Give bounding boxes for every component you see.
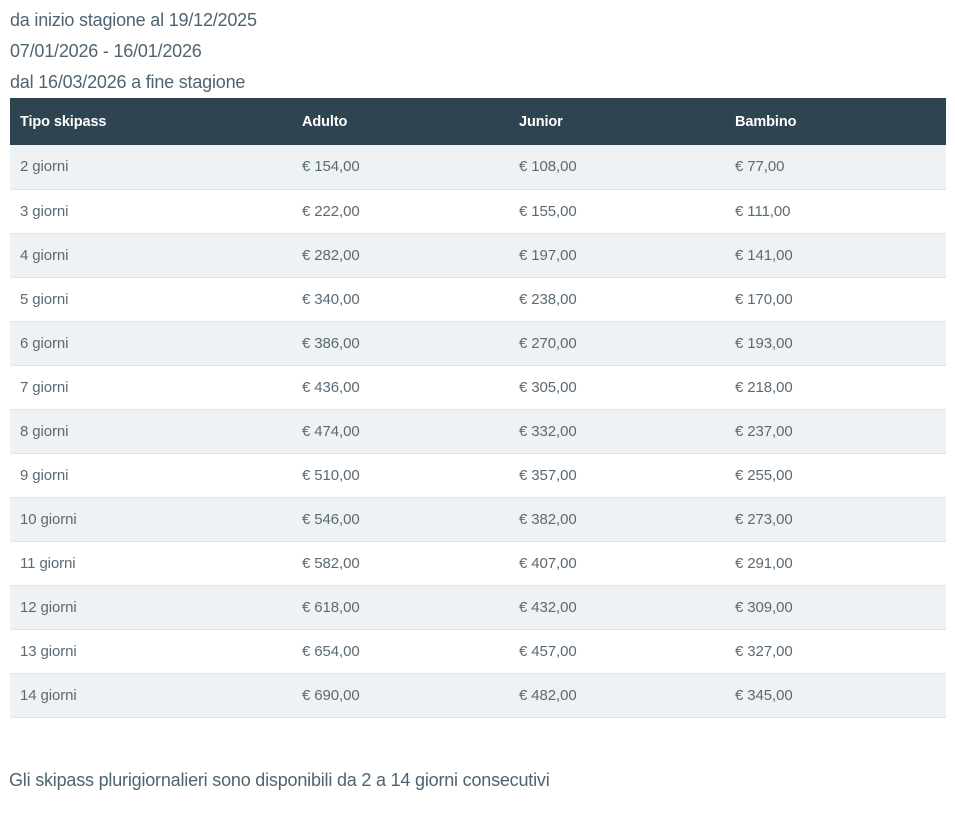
price-cell: € 386,00 — [292, 321, 509, 365]
price-cell: € 270,00 — [509, 321, 725, 365]
price-cell: € 510,00 — [292, 453, 509, 497]
price-cell: € 690,00 — [292, 673, 509, 717]
table-row — [10, 321, 946, 365]
price-cell: € 345,00 — [725, 673, 946, 717]
price-cell: € 582,00 — [292, 541, 509, 585]
price-cell: € 154,00 — [292, 145, 509, 189]
price-cell: € 340,00 — [292, 277, 509, 321]
price-cell: € 108,00 — [509, 145, 725, 189]
table-row — [10, 189, 946, 233]
price-cell: € 273,00 — [725, 497, 946, 541]
price-cell: € 77,00 — [725, 145, 946, 189]
price-cell: € 218,00 — [725, 365, 946, 409]
column-header-junior: Junior — [509, 98, 725, 145]
row-label-cell: 10 giorni — [10, 497, 292, 541]
price-cell: € 432,00 — [509, 585, 725, 629]
price-cell: € 309,00 — [725, 585, 946, 629]
row-label-cell: 11 giorni — [10, 541, 292, 585]
price-cell: € 222,00 — [292, 189, 509, 233]
row-label-cell: 7 giorni — [10, 365, 292, 409]
table-row — [10, 453, 946, 497]
row-label-cell: 5 giorni — [10, 277, 292, 321]
price-cell: € 255,00 — [725, 453, 946, 497]
column-header-bambino: Bambino — [725, 98, 946, 145]
price-cell: € 305,00 — [509, 365, 725, 409]
price-cell: € 197,00 — [509, 233, 725, 277]
price-cell: € 357,00 — [509, 453, 725, 497]
price-cell: € 170,00 — [725, 277, 946, 321]
price-cell: € 474,00 — [292, 409, 509, 453]
availability-note: Gli skipass plurigiornalieri sono disponibili da 2 a 14 giorni consecutivi — [9, 769, 550, 790]
price-cell: € 654,00 — [292, 629, 509, 673]
price-cell: € 141,00 — [725, 233, 946, 277]
table-row — [10, 585, 946, 629]
price-cell: € 238,00 — [509, 277, 725, 321]
table-header — [10, 98, 946, 145]
price-cell: € 482,00 — [509, 673, 725, 717]
table-row — [10, 673, 946, 717]
row-label-cell: 4 giorni — [10, 233, 292, 277]
row-label-cell: 12 giorni — [10, 585, 292, 629]
price-cell: € 332,00 — [509, 409, 725, 453]
column-header-tipo-skipass: Tipo skipass — [10, 98, 292, 145]
table-row — [10, 145, 946, 189]
skipass-table-body — [10, 145, 946, 717]
price-cell: € 282,00 — [292, 233, 509, 277]
price-cell: € 193,00 — [725, 321, 946, 365]
row-label-cell: 3 giorni — [10, 189, 292, 233]
price-cell: € 546,00 — [292, 497, 509, 541]
price-cell: € 155,00 — [509, 189, 725, 233]
table-row — [10, 365, 946, 409]
price-cell: € 382,00 — [509, 497, 725, 541]
table-row — [10, 497, 946, 541]
skipass-price-table — [10, 98, 946, 718]
row-label-cell: 6 giorni — [10, 321, 292, 365]
column-header-adulto: Adulto — [292, 98, 509, 145]
season-period-line-1: da inizio stagione al 19/12/2025 — [10, 10, 257, 30]
price-cell: € 327,00 — [725, 629, 946, 673]
season-periods — [0, 0, 955, 98]
table-row — [10, 409, 946, 453]
price-cell: € 407,00 — [509, 541, 725, 585]
season-period-line-3: dal 16/03/2026 a fine stagione — [10, 72, 246, 92]
table-header-row — [10, 98, 946, 145]
price-cell: € 436,00 — [292, 365, 509, 409]
price-cell: € 111,00 — [725, 189, 946, 233]
table-row — [10, 541, 946, 585]
row-label-cell: 14 giorni — [10, 673, 292, 717]
table-row — [10, 629, 946, 673]
table-row — [10, 277, 946, 321]
price-cell: € 618,00 — [292, 585, 509, 629]
price-cell: € 237,00 — [725, 409, 946, 453]
row-label-cell: 13 giorni — [10, 629, 292, 673]
row-label-cell: 9 giorni — [10, 453, 292, 497]
row-label-cell: 8 giorni — [10, 409, 292, 453]
season-period-line-2: 07/01/2026 - 16/01/2026 — [10, 41, 202, 61]
price-cell: € 457,00 — [509, 629, 725, 673]
row-label-cell: 2 giorni — [10, 145, 292, 189]
price-cell: € 291,00 — [725, 541, 946, 585]
table-row — [10, 233, 946, 277]
